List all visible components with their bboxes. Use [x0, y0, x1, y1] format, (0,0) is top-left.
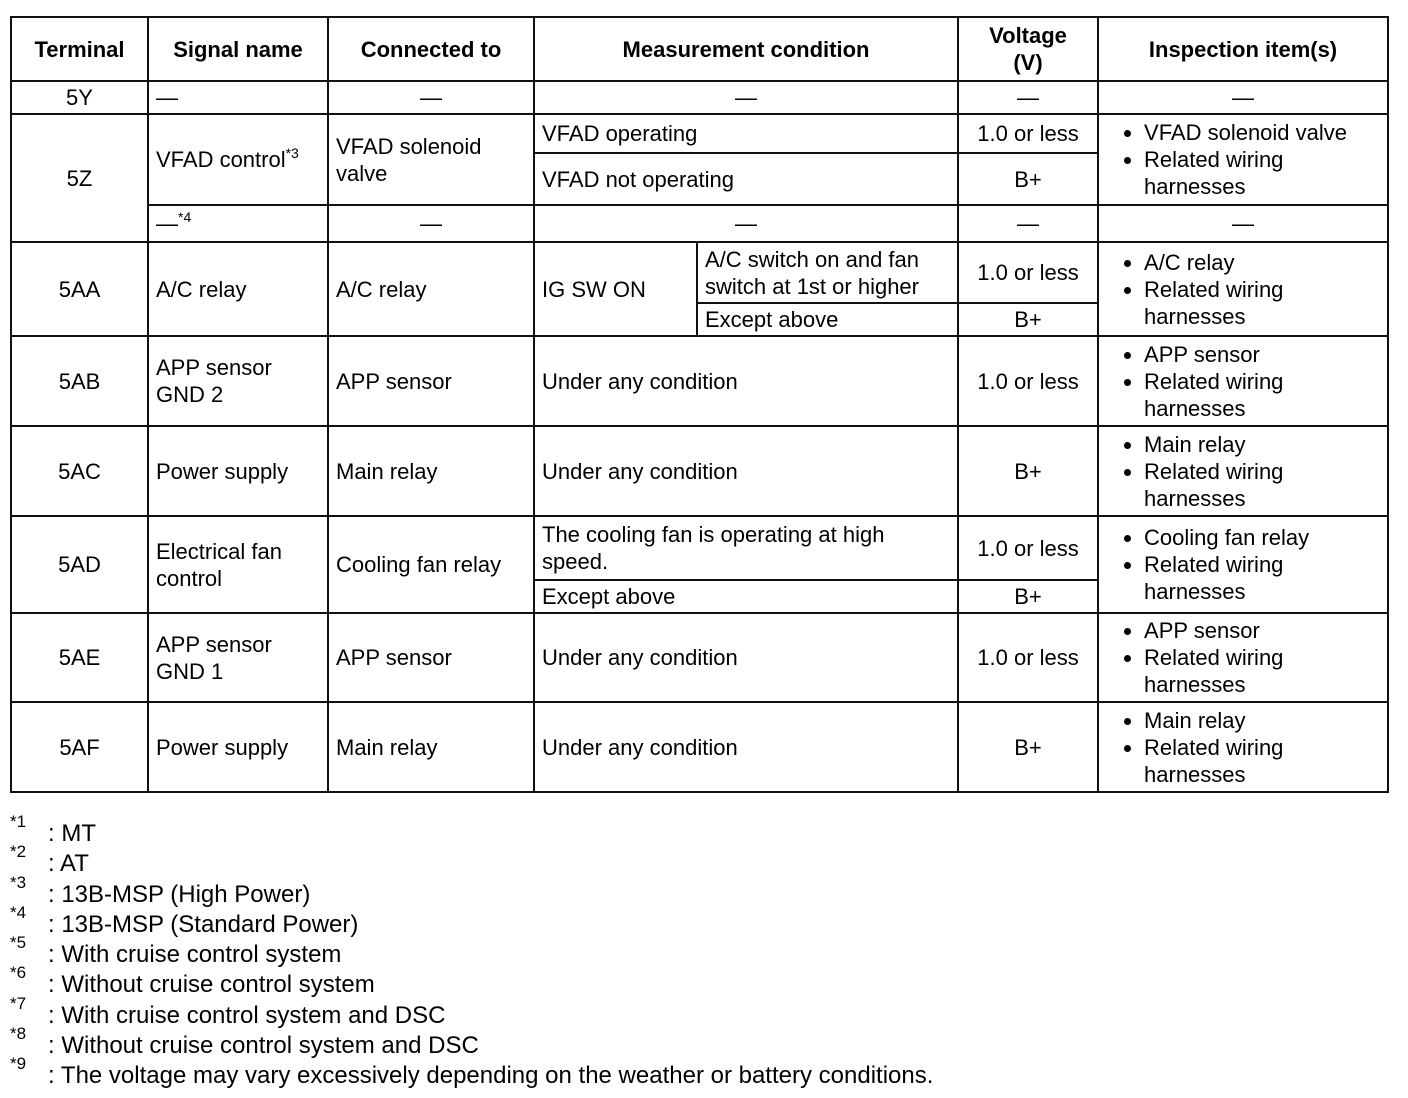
footnote-text: : MT: [48, 820, 96, 847]
condition-cell: Under any condition: [534, 426, 958, 516]
voltage-cell: B+: [958, 303, 1098, 336]
inspection-cell: —: [1098, 81, 1388, 114]
voltage-cell: —: [958, 81, 1098, 114]
header-connected-to: Connected to: [328, 17, 534, 81]
footnote-text: : With cruise control system and DSC: [48, 1001, 446, 1029]
condition-cell: Except above: [534, 580, 958, 613]
header-voltage-line2: (V): [1013, 50, 1043, 75]
footnote-ref: *3: [285, 145, 299, 161]
signal-text: —: [156, 211, 178, 236]
footnote-text: : Without cruise control system: [48, 971, 375, 999]
condition-cell: Under any condition: [534, 702, 958, 792]
inspection-list: [1106, 707, 1380, 788]
signal-cell: A/C relay: [148, 242, 328, 336]
inspection-cell: [1098, 242, 1388, 336]
inspection-list: [1106, 617, 1380, 698]
signal-cell: [148, 205, 328, 242]
signal-cell: APP sensor GND 1: [148, 613, 328, 702]
condition-cell: Under any condition: [534, 336, 958, 426]
terminal-cell: 5AD: [11, 516, 148, 613]
condition-cell: VFAD operating: [534, 114, 958, 153]
connected-cell: Main relay: [328, 426, 534, 516]
header-terminal: Terminal: [11, 17, 148, 81]
header-voltage: [958, 17, 1098, 81]
inspection-list: [1106, 431, 1380, 512]
voltage-cell: 1.0 or less: [958, 613, 1098, 702]
footnote-text: : 13B-MSP (High Power): [48, 880, 311, 908]
connected-cell: —: [328, 81, 534, 114]
inspection-list: [1106, 249, 1380, 330]
table-row-5ac: [11, 426, 1388, 516]
inspection-cell: [1098, 114, 1388, 205]
condition-cell: —: [534, 205, 958, 242]
signal-cell: [148, 114, 328, 205]
condition-cell: VFAD not operating: [534, 153, 958, 205]
footnote-text: : Without cruise control system and DSC: [48, 1032, 479, 1060]
voltage-cell: B+: [958, 426, 1098, 516]
header-inspection-items: Inspection item(s): [1098, 17, 1388, 81]
connected-cell: A/C relay: [328, 242, 534, 336]
inspection-cell: [1098, 426, 1388, 516]
inspection-cell: —: [1098, 205, 1388, 242]
voltage-cell: B+: [958, 153, 1098, 205]
footnote-mark: *2: [10, 842, 27, 862]
footnote-text: : With cruise control system: [48, 941, 342, 969]
terminal-cell: 5Z: [11, 114, 148, 242]
inspection-item: • Related wiring harnesses: [1144, 368, 1380, 422]
footnote-mark: *6: [10, 963, 27, 983]
voltage-cell: —: [958, 205, 1098, 242]
condition-cell: Under any condition: [534, 613, 958, 702]
voltage-cell: 1.0 or less: [958, 516, 1098, 580]
connected-cell: APP sensor: [328, 613, 534, 702]
inspection-cell: [1098, 336, 1388, 426]
inspection-item: • Related wiring harnesses: [1144, 146, 1380, 200]
header-measurement-condition: Measurement condition: [534, 17, 958, 81]
connected-cell: Main relay: [328, 702, 534, 792]
footnote-mark: *4: [10, 902, 27, 922]
signal-cell: —: [148, 81, 328, 114]
inspection-list: [1106, 119, 1380, 200]
inspection-item: • Related wiring harnesses: [1144, 551, 1380, 605]
terminal-cell: 5Y: [11, 81, 148, 114]
inspection-list: [1106, 341, 1380, 422]
inspection-list: [1106, 524, 1380, 605]
inspection-item: • Related wiring harnesses: [1144, 644, 1380, 698]
table-row-5ae: [11, 613, 1388, 702]
inspection-item: • Related wiring harnesses: [1144, 458, 1380, 512]
signal-cell: Power supply: [148, 702, 328, 792]
signal-cell: APP sensor GND 2: [148, 336, 328, 426]
connected-cell: VFAD solenoid valve: [328, 114, 534, 205]
table-row-5z: [11, 114, 1388, 153]
table-row-5ad: [11, 516, 1388, 580]
condition-cell: A/C switch on and fan switch at 1st or higher: [697, 242, 958, 303]
voltage-cell: 1.0 or less: [958, 114, 1098, 153]
inspection-item: • APP sensor: [1144, 617, 1380, 644]
footnote-mark: *5: [10, 933, 27, 953]
terminal-spec-table: [10, 16, 1389, 793]
connected-cell: Cooling fan relay: [328, 516, 534, 613]
inspection-item: • Cooling fan relay: [1144, 524, 1380, 551]
condition-cell: The cooling fan is operating at high speed.: [534, 516, 958, 580]
inspection-item: • Related wiring harnesses: [1144, 276, 1380, 330]
condition-main-cell: IG SW ON: [534, 242, 697, 336]
terminal-cell: 5AC: [11, 426, 148, 516]
table-row-5aa: [11, 242, 1388, 303]
inspection-item: • A/C relay: [1144, 249, 1380, 276]
connected-cell: —: [328, 205, 534, 242]
terminal-cell: 5AB: [11, 336, 148, 426]
footnote-mark: *8: [10, 1024, 27, 1044]
footnote-mark: *1: [10, 812, 27, 831]
footnote-mark: *3: [10, 872, 27, 892]
inspection-item: • Main relay: [1144, 707, 1380, 734]
header-row: [11, 17, 1388, 81]
header-voltage-line1: Voltage: [989, 23, 1067, 48]
connected-cell: APP sensor: [328, 336, 534, 426]
footnote-text: : The voltage may vary excessively depending on the weather or battery conditions.: [48, 1062, 934, 1090]
terminal-cell: 5AE: [11, 613, 148, 702]
voltage-cell: B+: [958, 702, 1098, 792]
footnote-text: : AT: [48, 850, 89, 878]
inspection-cell: [1098, 516, 1388, 613]
condition-cell: —: [534, 81, 958, 114]
condition-cell: Except above: [697, 303, 958, 336]
footnote-ref: *4: [178, 209, 192, 225]
table-row-5z-alt: [11, 205, 1388, 242]
inspection-cell: [1098, 702, 1388, 792]
footnote-mark: *7: [10, 993, 27, 1013]
inspection-item: • Main relay: [1144, 431, 1380, 458]
table-row-5ab: [11, 336, 1388, 426]
signal-cell: Power supply: [148, 426, 328, 516]
footnote-mark: *9: [10, 1054, 27, 1074]
signal-cell: Electrical fan control: [148, 516, 328, 613]
signal-text: VFAD control: [156, 147, 286, 172]
inspection-cell: [1098, 613, 1388, 702]
inspection-item: • Related wiring harnesses: [1144, 734, 1380, 788]
voltage-cell: 1.0 or less: [958, 336, 1098, 426]
table-row-5af: [11, 702, 1388, 792]
voltage-cell: B+: [958, 580, 1098, 613]
inspection-item: • VFAD solenoid valve: [1144, 119, 1380, 146]
terminal-cell: 5AF: [11, 702, 148, 792]
footnote-text: : 13B-MSP (Standard Power): [48, 910, 359, 938]
header-signal-name: Signal name: [148, 17, 328, 81]
table-row-5y: [11, 81, 1388, 114]
terminal-cell: 5AA: [11, 242, 148, 336]
voltage-cell: 1.0 or less: [958, 242, 1098, 303]
inspection-item: • APP sensor: [1144, 341, 1380, 368]
